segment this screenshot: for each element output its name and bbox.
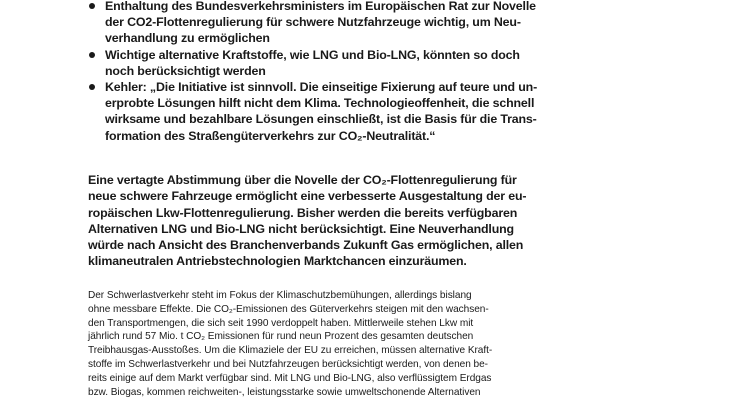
- text-line: jährlich rund 57 Mio. t CO₂ Emissionen für rund neun Prozent des gesamten deutschen: [88, 331, 474, 343]
- text-line: Eine vertagte Abstimmung über die Novelle der CO₂-Flottenregulierung für: [88, 173, 517, 187]
- text-line: Der Schwerlastverkehr steht im Fokus der Klimaschutzbemühungen, allerdings bislang: [88, 290, 472, 301]
- text-line: formation des Straßengüterverkehrs zur CO₂-Neutralität.“: [105, 128, 436, 143]
- text-line: wirksame und bezahlbare Lösungen einschließt, ist die Basis für die Trans-: [105, 112, 537, 127]
- text-line: Enthaltung des Bundesverkehrsministers im Europäischen Rat zur Novelle: [105, 0, 536, 13]
- text-line: Kehler: „Die Initiative ist sinnvoll. Die einseitige Fixierung auf teure und un-: [105, 80, 538, 95]
- text-line: stoffe im Schwerlastverkehr und bei Nutzfahrzeugen berücksichtigt werden, von denen be-: [88, 358, 488, 370]
- text-line: ropäischen Lkw-Flottenregulierung. Bisher werden die bereits verfügbaren: [88, 205, 518, 220]
- text-line: klimaneutralen Antriebstechnologien Marktchancen einzuräumen.: [88, 254, 467, 269]
- text-line: verhandlung zu ermöglichen: [105, 31, 270, 46]
- lead-paragraph: [88, 172, 608, 270]
- key-points-list: [88, 0, 588, 144]
- text-line: erprobte Lösungen hilft nicht dem Klima. Technologieoffenheit, die schnell: [105, 96, 535, 111]
- key-point-3: [88, 79, 588, 144]
- text-line: bzw. Biogas, kommen reichweiten-, leistungsstarke sowie umweltschonende Alternativen: [88, 386, 481, 398]
- text-line: der CO2-Flottenregulierung für schwere Nutzfahrzeuge wichtig, um Neu-: [105, 15, 521, 30]
- text-line: Treibhausgas-Ausstoßes. Um die Klimaziele der EU zu erreichen, müssen alternative Kraft-: [88, 345, 493, 357]
- bullet-dot-icon: [89, 84, 95, 90]
- text-line: Wichtige alternative Kraftstoffe, wie LNG und Bio-LNG, könnten so doch: [105, 47, 520, 62]
- text-line: Alternativen LNG und Bio-LNG nicht berücksichtigt. Eine Neuverhandlung: [88, 221, 514, 236]
- body-paragraph: [88, 289, 608, 399]
- text-line: würde nach Ansicht des Branchenverbands Zukunft Gas ermöglichen, allen: [88, 238, 524, 253]
- bullet-dot-icon: [89, 52, 95, 58]
- text-line: den Transportmengen, die sich seit 1990 verdoppelt haben. Mittlerweile stehen Lkw mit: [88, 317, 474, 329]
- text-line: neue schwere Fahrzeuge ermöglicht eine verbesserte Ausgestaltung der eu-: [88, 189, 527, 204]
- key-point-1: [88, 0, 588, 47]
- text-line: noch berücksichtigt werden: [105, 63, 266, 78]
- text-line: ohne messbare Effekte. Die CO₂-Emissionen des Güterverkehrs steigen mit den wachsen-: [88, 303, 489, 315]
- text-line: reits einige auf dem Markt verfügbar sind. Mit LNG und Bio-LNG, also verflüssigtem Erdgas: [88, 372, 492, 384]
- bullet-dot-icon: [89, 3, 95, 9]
- key-point-2: [88, 47, 588, 79]
